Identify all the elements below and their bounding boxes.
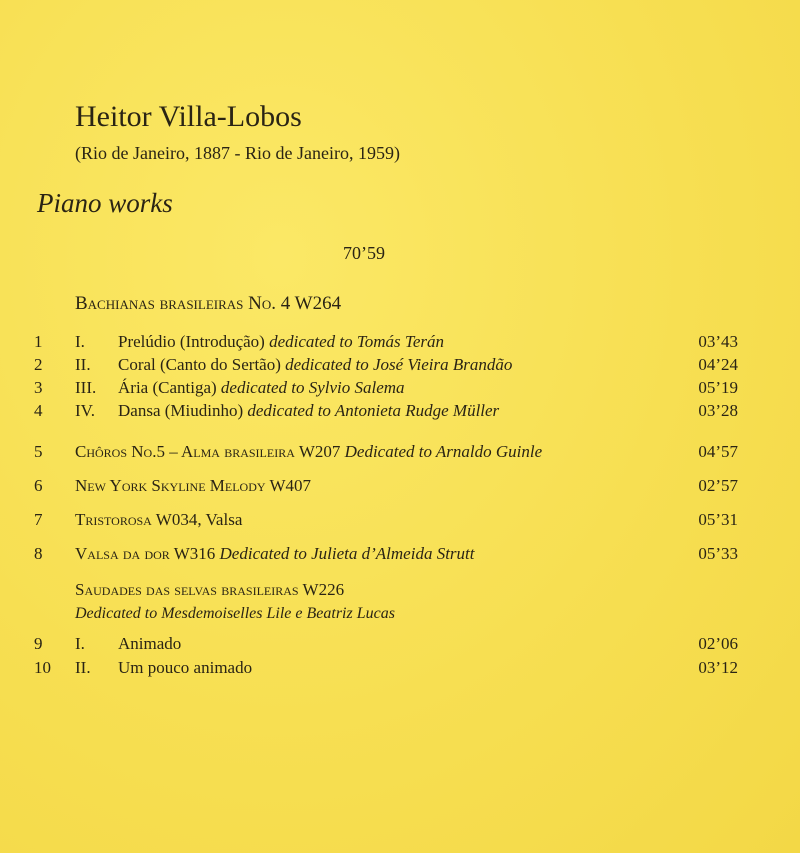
track-title-text: Dansa (Miudinho) [118, 401, 244, 420]
track-title [118, 378, 405, 398]
track-title [118, 401, 499, 421]
track-duration: 05’19 [698, 378, 738, 397]
track-duration: 05’33 [698, 544, 738, 563]
track-number: 10 [34, 658, 51, 677]
track-number: 9 [34, 634, 43, 653]
saudades-heading: Saudades das selvas brasileiras W226 [75, 580, 345, 599]
work-title: New York Skyline Melody W407 [75, 476, 312, 495]
track-title: Um pouco animado [118, 658, 253, 677]
track-title: Animado [118, 634, 182, 653]
composer-name: Heitor Villa-Lobos [75, 100, 302, 133]
track-number: 2 [34, 355, 43, 374]
track-duration: 03’28 [698, 401, 738, 420]
track-number: 3 [34, 378, 43, 397]
track-title [118, 332, 444, 352]
total-duration: 70’59 [343, 243, 385, 263]
track-duration: 04’57 [698, 442, 738, 461]
track-title [75, 544, 474, 564]
track-dedication: dedicated to Tomás Terán [269, 332, 444, 351]
track-title [75, 442, 542, 462]
track-title-text: Coral (Canto do Sertão) [118, 355, 281, 374]
track-number: 8 [34, 544, 43, 563]
track-duration: 02’57 [698, 476, 738, 495]
movement-numeral: I. [75, 634, 85, 653]
movement-numeral: II. [75, 355, 91, 374]
track-number: 4 [34, 401, 43, 420]
track-number: 7 [34, 510, 43, 529]
track-dedication: Dedicated to Julieta d’Almeida Strutt [219, 544, 475, 563]
album-subtitle: Piano works [37, 188, 173, 218]
track-title [118, 355, 512, 375]
track-duration: 03’12 [698, 658, 738, 677]
bachianas-heading: Bachianas brasileiras No. 4 W264 [75, 293, 342, 314]
track-number: 1 [34, 332, 43, 351]
movement-numeral: I. [75, 332, 85, 351]
track-dedication: Dedicated to Arnaldo Guinle [344, 442, 543, 461]
track-title-text: Prelúdio (Introdução) [118, 332, 265, 351]
saudades-dedication: Dedicated to Mesdemoiselles Lile e Beatriz Lucas [75, 605, 395, 622]
work-genre: , Valsa [197, 510, 243, 529]
track-number: 6 [34, 476, 43, 495]
composer-dates: (Rio de Janeiro, 1887 - Rio de Janeiro, 1959) [75, 143, 400, 163]
movement-numeral: IV. [75, 401, 95, 420]
track-dedication: dedicated to Antonieta Rudge Müller [247, 401, 500, 420]
track-duration: 05’31 [698, 510, 738, 529]
track-dedication: dedicated to José Vieira Brandão [285, 355, 513, 374]
track-duration: 03’43 [698, 332, 738, 351]
work-title: Chôros No.5 – Alma brasileira W207 [75, 442, 341, 461]
track-title-text: Ária (Cantiga) [118, 378, 217, 397]
track-number: 5 [34, 442, 43, 461]
track-duration: 02’06 [698, 634, 738, 653]
track-duration: 04’24 [698, 355, 738, 374]
work-title: Valsa da dor W316 [75, 544, 216, 563]
track-dedication: dedicated to Sylvio Salema [220, 378, 405, 397]
track-title [75, 510, 242, 530]
movement-numeral: II. [75, 658, 91, 677]
work-title: Tristorosa W034 [75, 510, 198, 529]
movement-numeral: III. [75, 378, 97, 397]
